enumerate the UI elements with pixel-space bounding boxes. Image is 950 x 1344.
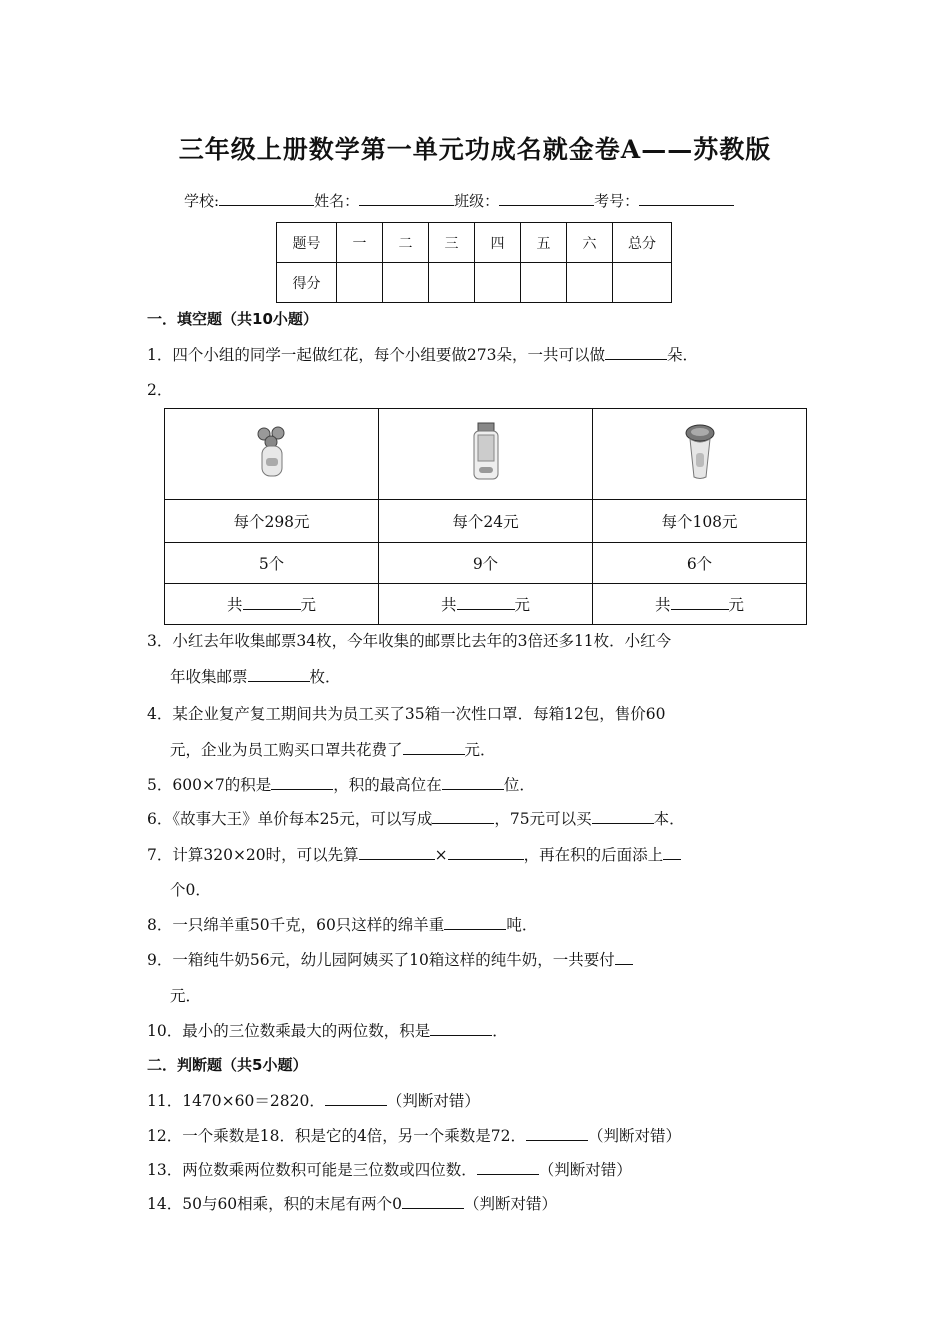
answer-blank[interactable] — [671, 595, 729, 610]
answer-blank[interactable] — [592, 809, 654, 824]
trimmer-icon — [469, 421, 503, 483]
answer-blank[interactable] — [615, 950, 633, 965]
score-cell[interactable] — [613, 263, 672, 303]
class-blank[interactable] — [499, 191, 594, 206]
rotary-shaver-icon — [682, 423, 718, 481]
score-header-cell: 二 — [383, 223, 429, 263]
question-1: 1．四个小组的同学一起做红花，每个小组要做273朵，一共可以做 朵． — [147, 346, 698, 364]
answer-blank[interactable] — [663, 845, 681, 860]
count-cell: 6个 — [593, 543, 807, 584]
answer-blank[interactable] — [526, 1126, 588, 1141]
question-10: 10．最小的三位数乘最大的两位数，积是 ． — [147, 1022, 508, 1040]
section-heading-fill: 一．填空题（共10小题） — [147, 310, 318, 328]
score-cell[interactable] — [337, 263, 383, 303]
score-header-cell: 一 — [337, 223, 383, 263]
total-cell: 共 元 — [165, 584, 379, 625]
score-header-cell: 三 — [429, 223, 475, 263]
price-cell: 每个24元 — [379, 500, 593, 543]
score-header-cell: 四 — [475, 223, 521, 263]
class-label: 班级： — [454, 192, 500, 210]
question-7: 7．计算320×20时，可以先算 × ，再在积的后面添上 — [147, 843, 681, 865]
question-5: 5．600×7的积是 ，积的最高位在 位． — [147, 776, 535, 794]
total-cell: 共 元 — [379, 584, 593, 625]
question-6: 6．《故事大王》单价每本25元，可以写成 ，75元可以买 本． — [147, 810, 685, 828]
student-info-line — [184, 190, 734, 211]
answer-blank[interactable] — [325, 1091, 387, 1106]
product-image-cell — [593, 409, 807, 500]
shaver-icon — [252, 424, 292, 480]
question-12: 12．一个乘数是18．积是它的4倍，另一个乘数是72． （判断对错） — [147, 1127, 682, 1145]
answer-blank[interactable] — [402, 1194, 464, 1209]
answer-blank[interactable] — [457, 595, 515, 610]
question-8: 8．一只绵羊重50千克，60只这样的绵羊重 吨． — [147, 916, 538, 934]
count-cell: 9个 — [379, 543, 593, 584]
answer-blank[interactable] — [403, 740, 465, 755]
school-blank[interactable] — [219, 191, 314, 206]
school-label: 学校: — [184, 192, 220, 210]
question-9-line2: 元． — [170, 987, 202, 1005]
exam-no-label: 考号： — [594, 192, 640, 210]
answer-blank[interactable] — [444, 915, 506, 930]
question-3: 3．小红去年收集邮票34枚，今年收集的邮票比去年的3倍还多11枚．小红今 — [147, 632, 672, 650]
question-4: 4．某企业复产复工期间共为员工买了35箱一次性口罩．每箱12包，售价60 — [147, 705, 666, 723]
score-header-cell: 六 — [567, 223, 613, 263]
answer-blank[interactable] — [243, 595, 301, 610]
score-cell[interactable] — [383, 263, 429, 303]
price-cell: 每个298元 — [165, 500, 379, 543]
question-2-number: 2． — [147, 381, 173, 399]
total-cell: 共 元 — [593, 584, 807, 625]
answer-blank[interactable] — [442, 775, 504, 790]
score-table — [276, 222, 672, 303]
question-3-line2: 年收集邮票 枚． — [170, 668, 341, 686]
name-blank[interactable] — [359, 191, 454, 206]
score-cell[interactable] — [567, 263, 613, 303]
count-cell: 5个 — [165, 543, 379, 584]
exam-no-blank[interactable] — [639, 191, 734, 206]
answer-blank[interactable] — [448, 845, 524, 860]
answer-blank[interactable] — [359, 845, 435, 860]
section-heading-judge: 二．判断题（共5小题） — [147, 1056, 308, 1074]
answer-blank[interactable] — [477, 1160, 539, 1175]
score-header-cell: 总分 — [613, 223, 672, 263]
score-cell[interactable] — [475, 263, 521, 303]
answer-blank[interactable] — [430, 1021, 492, 1036]
answer-blank[interactable] — [432, 809, 494, 824]
product-image-cell — [165, 409, 379, 500]
question-11: 11．1470×60＝2820． （判断对错） — [147, 1092, 480, 1110]
question-9: 9．一箱纯牛奶56元，幼儿园阿姨买了10箱这样的纯牛奶，一共要付 — [147, 948, 633, 970]
score-cell[interactable] — [521, 263, 567, 303]
score-cell[interactable] — [429, 263, 475, 303]
score-header-cell: 五 — [521, 223, 567, 263]
question-13: 13．两位数乘两位数积可能是三位数或四位数． （判断对错） — [147, 1161, 632, 1179]
price-cell: 每个108元 — [593, 500, 807, 543]
answer-blank[interactable] — [605, 345, 667, 360]
product-image-cell — [379, 409, 593, 500]
question-14: 14．50与60相乘，积的末尾有两个0 （判断对错） — [147, 1195, 558, 1213]
question-7-line2: 个0． — [170, 881, 211, 899]
score-header-cell: 题号 — [277, 223, 337, 263]
page-title: 三年级上册数学第一单元功成名就金卷A——苏教版 — [178, 135, 772, 164]
name-label: 姓名： — [314, 192, 360, 210]
shaver-price-table — [164, 408, 807, 625]
question-4-line2: 元，企业为员工购买口罩共花费了 元． — [170, 741, 496, 759]
answer-blank[interactable] — [271, 775, 333, 790]
score-row-label: 得分 — [277, 263, 337, 303]
answer-blank[interactable] — [248, 667, 310, 682]
